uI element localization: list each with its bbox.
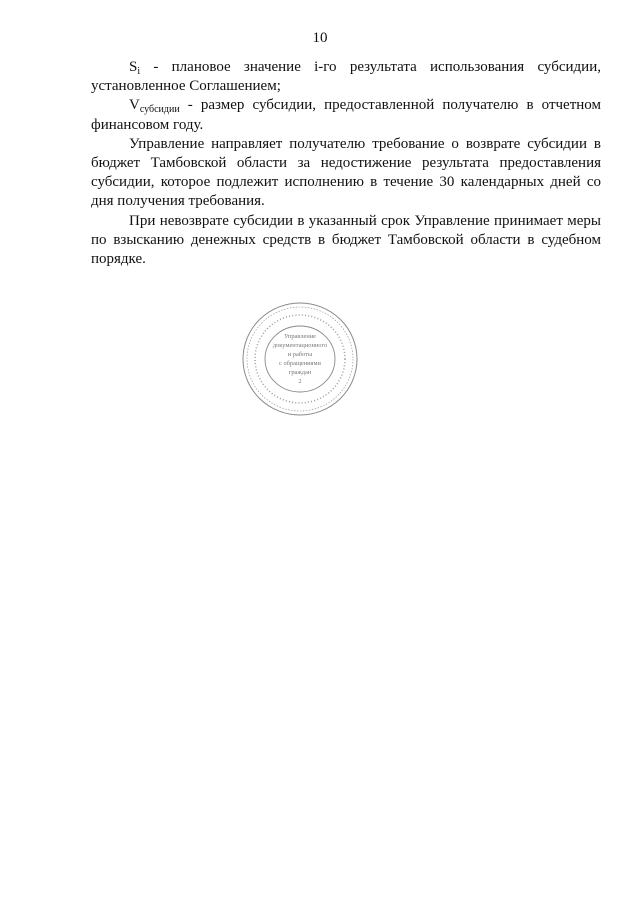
- stamp-line-1: Управление: [283, 333, 317, 340]
- stamp-line-2: документационного: [272, 342, 328, 349]
- variable-v-subscript: субсидии: [139, 104, 180, 116]
- stamp-line-3: и работы: [287, 351, 313, 358]
- variable-v: V: [129, 97, 140, 114]
- variable-s: S: [129, 59, 138, 75]
- stamp-seal-icon: [240, 300, 360, 418]
- stamp-line-4: с обращениями: [279, 360, 321, 367]
- paragraph-s-definition: [91, 58, 601, 96]
- paragraph-judicial-recovery: При невозврате субсидии в указанный срок Управление принимает меры по взысканию денежных средств в бюджет Тамбовской области в судебном порядке.: [91, 212, 601, 268]
- stamp-line-5: граждан: [288, 369, 312, 376]
- paragraph-refund-requirement: Управление направляет получателю требование о возврате субсидии в бюджет Тамбовской области за недостижение результата предоставления субсидии, которое подлежит исполнению в течение 30 календарных дней со дня получения требования.: [91, 135, 601, 210]
- stamp-line-6: 2: [298, 378, 302, 385]
- paragraph-v-text: - размер субсидии, предоставленной получателю в отчетном финансовом году.: [91, 97, 601, 133]
- variable-s-subscript: i: [137, 66, 141, 77]
- official-stamp: [240, 300, 360, 418]
- page-number: 10: [312, 30, 328, 46]
- paragraph-v-definition: [91, 96, 601, 134]
- paragraph-s-text: - плановое значение i-го результата использования субсидии, установленное Соглашением;: [91, 59, 601, 95]
- document-body: [91, 58, 601, 269]
